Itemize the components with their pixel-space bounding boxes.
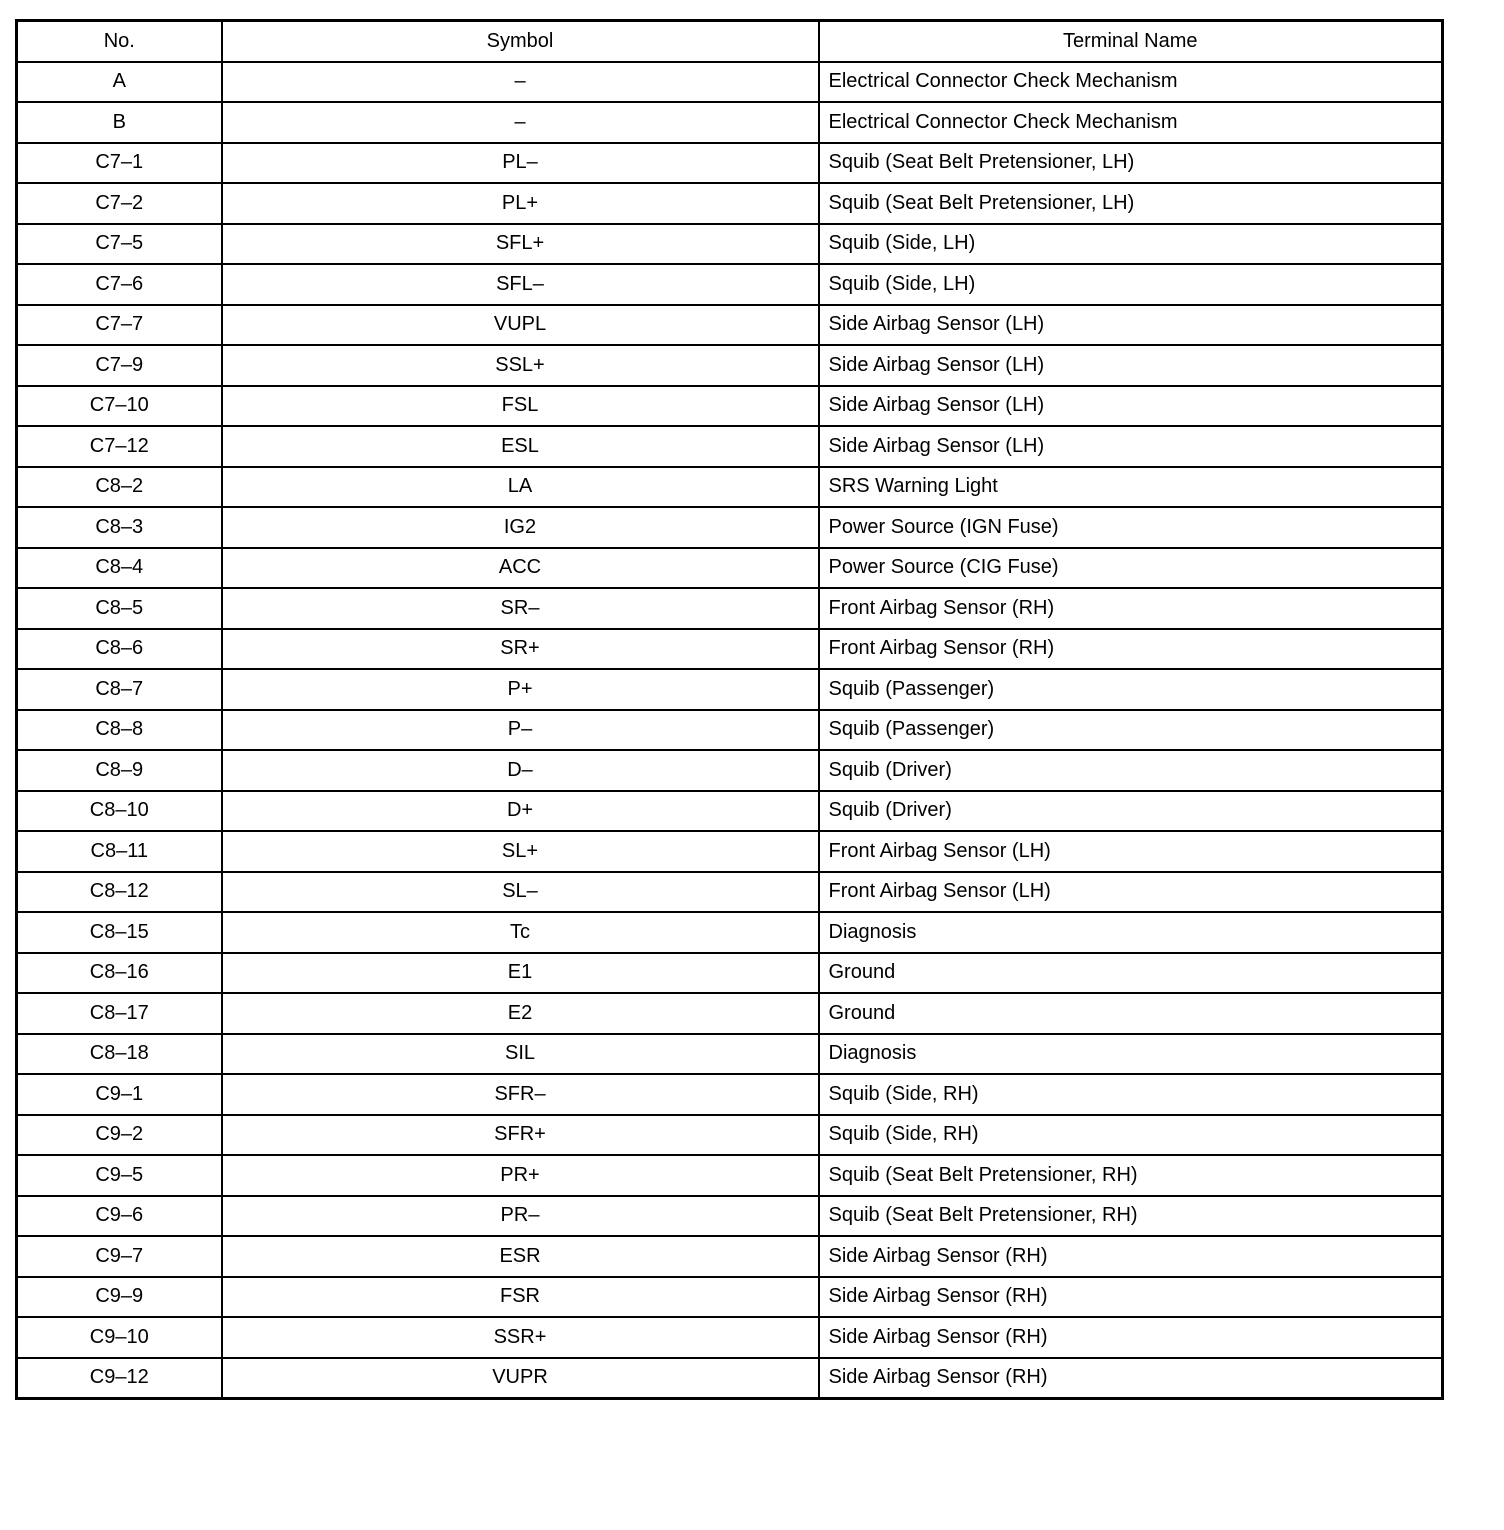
header-no: No. [17,21,222,62]
table-row [17,1358,1443,1399]
terminal-table [15,19,1444,1400]
cell-terminal-name: Squib (Driver) [819,750,1443,791]
cell-symbol: IG2 [222,507,819,548]
cell-no: C8–15 [17,912,222,953]
table-row [17,1034,1443,1075]
table-row [17,912,1443,953]
table-row [17,1277,1443,1318]
cell-terminal-name: Front Airbag Sensor (LH) [819,872,1443,913]
table-row [17,467,1443,508]
cell-no: C8–3 [17,507,222,548]
cell-no: C8–6 [17,629,222,670]
cell-symbol: SSL+ [222,345,819,386]
cell-no: B [17,102,222,143]
cell-symbol: SL– [222,872,819,913]
cell-terminal-name: Front Airbag Sensor (RH) [819,629,1443,670]
cell-no: C8–17 [17,993,222,1034]
cell-symbol: ACC [222,548,819,589]
cell-symbol: SFR+ [222,1115,819,1156]
cell-symbol: SFL– [222,264,819,305]
table-row [17,345,1443,386]
cell-no: C9–9 [17,1277,222,1318]
cell-symbol: SSR+ [222,1317,819,1358]
table-row [17,1074,1443,1115]
cell-symbol: ESL [222,426,819,467]
cell-symbol: Tc [222,912,819,953]
table-row [17,102,1443,143]
cell-terminal-name: Squib (Seat Belt Pretensioner, LH) [819,143,1443,184]
cell-symbol: E1 [222,953,819,994]
table-row [17,750,1443,791]
table-row [17,588,1443,629]
cell-terminal-name: Side Airbag Sensor (LH) [819,386,1443,427]
table-row [17,872,1443,913]
table-row [17,62,1443,103]
cell-symbol: PR+ [222,1155,819,1196]
cell-terminal-name: SRS Warning Light [819,467,1443,508]
cell-symbol: FSL [222,386,819,427]
cell-no: C8–7 [17,669,222,710]
cell-symbol: SR– [222,588,819,629]
cell-symbol: D+ [222,791,819,832]
cell-terminal-name: Front Airbag Sensor (RH) [819,588,1443,629]
cell-no: C8–16 [17,953,222,994]
cell-no: C9–1 [17,1074,222,1115]
cell-no: C8–10 [17,791,222,832]
table-row [17,224,1443,265]
cell-no: C7–5 [17,224,222,265]
table-row [17,791,1443,832]
cell-terminal-name: Ground [819,953,1443,994]
cell-terminal-name: Squib (Side, RH) [819,1074,1443,1115]
header-symbol: Symbol [222,21,819,62]
header-terminal-name: Terminal Name [819,21,1443,62]
table-row [17,831,1443,872]
cell-no: C7–9 [17,345,222,386]
cell-no: A [17,62,222,103]
cell-no: C7–2 [17,183,222,224]
cell-no: C8–2 [17,467,222,508]
table-row [17,993,1443,1034]
cell-no: C8–9 [17,750,222,791]
cell-terminal-name: Squib (Seat Belt Pretensioner, RH) [819,1196,1443,1237]
cell-symbol: SFR– [222,1074,819,1115]
cell-terminal-name: Squib (Side, LH) [819,224,1443,265]
cell-symbol: FSR [222,1277,819,1318]
cell-terminal-name: Side Airbag Sensor (LH) [819,305,1443,346]
cell-terminal-name: Squib (Passenger) [819,669,1443,710]
cell-terminal-name: Diagnosis [819,912,1443,953]
cell-no: C7–6 [17,264,222,305]
cell-no: C7–7 [17,305,222,346]
cell-terminal-name: Squib (Seat Belt Pretensioner, LH) [819,183,1443,224]
cell-no: C8–4 [17,548,222,589]
table-row [17,629,1443,670]
cell-symbol: SIL [222,1034,819,1075]
cell-symbol: P– [222,710,819,751]
cell-symbol: D– [222,750,819,791]
table-row [17,386,1443,427]
cell-no: C9–6 [17,1196,222,1237]
table-row [17,548,1443,589]
cell-terminal-name: Squib (Passenger) [819,710,1443,751]
table-row [17,143,1443,184]
table-row [17,1236,1443,1277]
header-row [17,21,1443,62]
table-row [17,1155,1443,1196]
table-row [17,669,1443,710]
cell-no: C9–10 [17,1317,222,1358]
cell-no: C7–1 [17,143,222,184]
cell-no: C8–11 [17,831,222,872]
cell-symbol: – [222,102,819,143]
cell-symbol: SL+ [222,831,819,872]
cell-symbol: PL+ [222,183,819,224]
cell-terminal-name: Power Source (IGN Fuse) [819,507,1443,548]
cell-symbol: P+ [222,669,819,710]
cell-no: C7–12 [17,426,222,467]
cell-symbol: – [222,62,819,103]
cell-symbol: PR– [222,1196,819,1237]
cell-terminal-name: Front Airbag Sensor (LH) [819,831,1443,872]
cell-symbol: SR+ [222,629,819,670]
cell-no: C9–5 [17,1155,222,1196]
table-row [17,1317,1443,1358]
cell-symbol: E2 [222,993,819,1034]
cell-no: C8–12 [17,872,222,913]
cell-terminal-name: Electrical Connector Check Mechanism [819,102,1443,143]
table-row [17,953,1443,994]
cell-no: C7–10 [17,386,222,427]
cell-no: C9–7 [17,1236,222,1277]
cell-symbol: VUPL [222,305,819,346]
cell-no: C9–2 [17,1115,222,1156]
cell-no: C9–12 [17,1358,222,1399]
cell-no: C8–8 [17,710,222,751]
cell-terminal-name: Electrical Connector Check Mechanism [819,62,1443,103]
cell-terminal-name: Side Airbag Sensor (RH) [819,1317,1443,1358]
cell-symbol: ESR [222,1236,819,1277]
table-row [17,264,1443,305]
cell-terminal-name: Side Airbag Sensor (RH) [819,1358,1443,1399]
table-row [17,1115,1443,1156]
table-row [17,305,1443,346]
table-row [17,507,1443,548]
cell-terminal-name: Side Airbag Sensor (LH) [819,345,1443,386]
cell-symbol: LA [222,467,819,508]
table-row [17,1196,1443,1237]
cell-symbol: PL– [222,143,819,184]
cell-terminal-name: Ground [819,993,1443,1034]
table-row [17,426,1443,467]
cell-no: C8–18 [17,1034,222,1075]
cell-terminal-name: Squib (Seat Belt Pretensioner, RH) [819,1155,1443,1196]
cell-terminal-name: Squib (Side, LH) [819,264,1443,305]
cell-terminal-name: Side Airbag Sensor (RH) [819,1236,1443,1277]
table-row [17,710,1443,751]
cell-terminal-name: Side Airbag Sensor (RH) [819,1277,1443,1318]
cell-terminal-name: Side Airbag Sensor (LH) [819,426,1443,467]
cell-terminal-name: Squib (Side, RH) [819,1115,1443,1156]
table-body [17,62,1443,1399]
cell-terminal-name: Diagnosis [819,1034,1443,1075]
cell-terminal-name: Power Source (CIG Fuse) [819,548,1443,589]
cell-terminal-name: Squib (Driver) [819,791,1443,832]
cell-symbol: SFL+ [222,224,819,265]
cell-no: C8–5 [17,588,222,629]
cell-symbol: VUPR [222,1358,819,1399]
table-row [17,183,1443,224]
